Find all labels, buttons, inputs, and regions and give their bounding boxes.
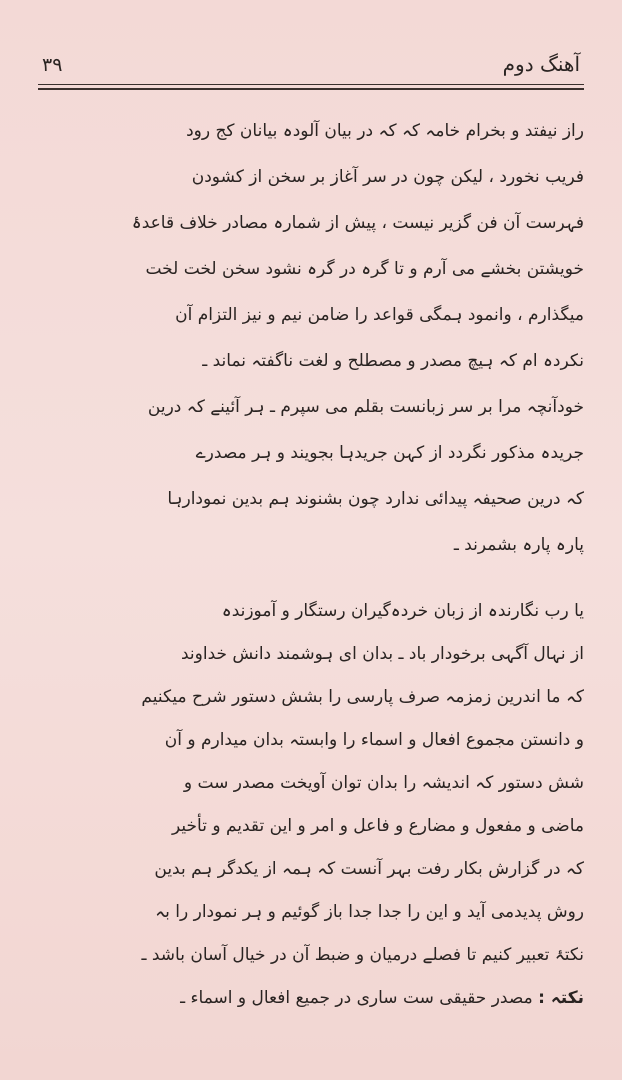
page-header [38, 44, 584, 94]
text-line: و دانستن مجموع افعال و اسماء را وابستہ بدان میدارم و آن [164, 730, 584, 750]
text-line: جریدہ مذکور نگردد از کہن جریدہا بجویند و ہر مصدرے [195, 443, 584, 463]
text-line: کہ ما اندرین زمزمہ صرف پارسی را بشش دستور شرح میکنیم [141, 687, 584, 707]
text-line: فریب نخورد ، لیکن چون در سر آغاز بر سخن از کشودن [191, 167, 584, 187]
text-line: میگذارم ، وانمود ہمگی قواعد را ضامن نیم و نیز التزام آن [175, 305, 584, 325]
text-line: شش دستور کہ اندیشہ را بدان توان آویخت مصدر ست و [183, 773, 584, 793]
text-line: راز نیفتد و بخرام خامہ کہ کہ در بیان آلودہ بیانان کج رود [186, 121, 584, 141]
note-text: مصدر حقیقی ست ساری در جمیع افعال و اسماء ـ [180, 988, 533, 1008]
text-line: پارہ پارہ بشمرند ـ [453, 535, 584, 555]
paragraph-gap [36, 568, 584, 590]
text-line: یا رب نگارندہ از زبان خردہ‌گیران رستگار و آموزندہ [221, 601, 584, 621]
text-line: روش پدیدمی آید و این را جدا جدا باز گوئیم و ہر نمودار را بہ [155, 902, 584, 922]
text-line: کہ درین صحیفہ پیدائی ندارد چون بشنوند ہم بدین نمودارہا [167, 489, 584, 509]
text-line: کہ در گزارش بکار رفت بہر آنست کہ ہمہ از یکدگر ہم بدین [154, 859, 584, 879]
page-body [36, 108, 584, 1020]
page-number: ۳۹ [42, 54, 63, 76]
text-line: خویشتن بخشے می آرم و تا گرہ در گرہ نشود سخن لخت لخت [145, 259, 584, 279]
text-line: از نہال آگہی برخودار باد ـ بدان ای ہوشمند دانش خداوند [181, 644, 584, 664]
text-line: نکتۂ تعبیر کنیم تا فصلے درمیان و ضبط آن در خیال آسان باشد ـ [141, 945, 584, 965]
text-line: نکردہ ام کہ ہیچ مصدر و مصطلح و لغت ناگفتہ نماند ـ [202, 351, 584, 371]
note-line [36, 977, 584, 1020]
text-line: فہرست آن فن گزیر نیست ، پیش از شمارہ مصادر خلاف قاعدۂ [131, 213, 584, 233]
header-rule-thin [38, 84, 584, 85]
paragraph-2 [36, 590, 584, 1020]
text-line: ماضی و مفعول و مضارع و فاعل و امر و این تقدیم و تأخیر [172, 816, 584, 836]
running-title: آهنگ دوم [502, 52, 580, 76]
note-label: نکتہ : [538, 988, 584, 1008]
paragraph-1 [36, 108, 584, 568]
header-rule-thick [38, 88, 584, 90]
text-line: خودآنچہ مرا بر سر زبانست بقلم می سپرم ـ ہر آئینے کہ درین [147, 397, 584, 417]
